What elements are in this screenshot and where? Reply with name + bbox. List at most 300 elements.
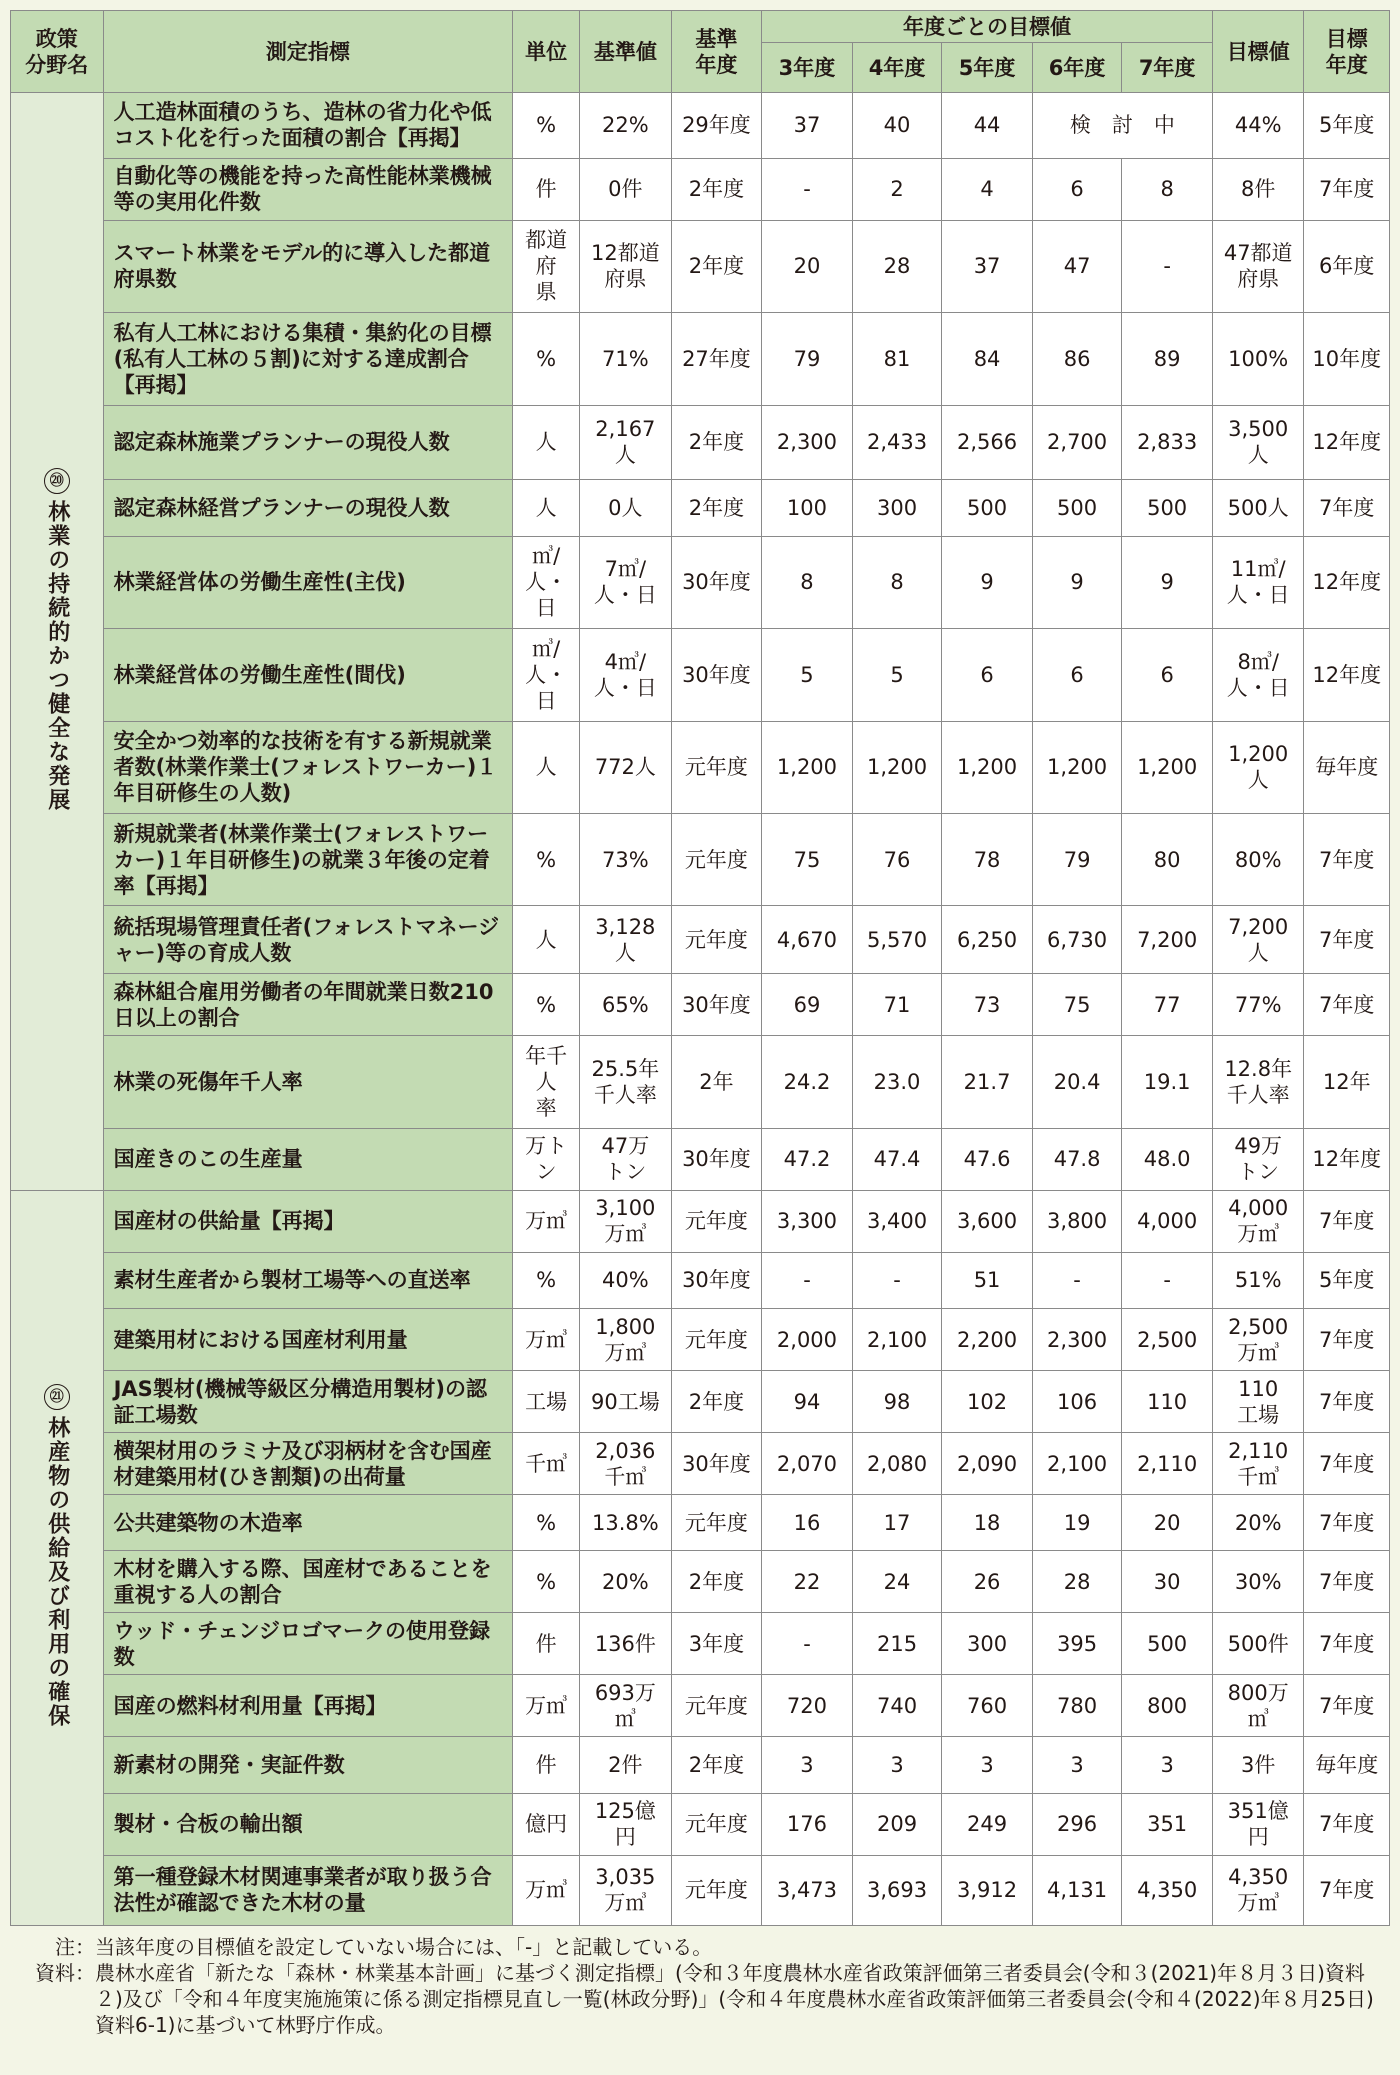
target-year-7-cell: 4,000	[1122, 1190, 1213, 1252]
table-row	[11, 814, 1390, 906]
target-year-cell: 7年度	[1304, 158, 1390, 220]
base-value-cell: 693万 ㎥	[580, 1675, 672, 1737]
header-base-value: 基準値	[580, 11, 672, 93]
target-year-5-cell: 78	[942, 814, 1033, 906]
target-year-4-cell: 1,200	[852, 721, 942, 813]
target-year-4-cell: 40	[852, 93, 942, 159]
base-year-cell: 2年	[671, 1036, 762, 1128]
target-year-4-cell: 740	[852, 1675, 942, 1737]
target-year-3-cell: 16	[762, 1495, 853, 1551]
target-year-7-cell: 8	[1122, 158, 1213, 220]
unit-cell: 億円	[513, 1793, 580, 1855]
target-year-4-cell: 28	[852, 220, 942, 312]
base-value-cell: 40%	[580, 1252, 672, 1308]
target-year-7-cell: 6	[1122, 629, 1213, 721]
target-year-cell: 7年度	[1304, 1309, 1390, 1371]
base-value-cell: 2,036 千㎥	[580, 1433, 672, 1495]
target-year-3-cell: 8	[762, 536, 853, 628]
base-year-cell: 30年度	[671, 629, 762, 721]
unit-cell: %	[513, 814, 580, 906]
section-name: 林業の持続的かつ健全な発展	[44, 499, 70, 812]
unit-cell: 人	[513, 906, 580, 974]
note-text: 当該年度の目標値を設定していない場合には、「-」と記載している。	[95, 1935, 713, 1959]
target-year-6-cell: 296	[1032, 1793, 1122, 1855]
target-year-6-cell: -	[1032, 1252, 1122, 1308]
base-value-cell: 73%	[580, 814, 672, 906]
target-year-5-cell: 21.7	[942, 1036, 1033, 1128]
base-value-cell: 25.5年 千人率	[580, 1036, 672, 1128]
target-year-7-cell: 9	[1122, 536, 1213, 628]
unit-cell: 年千人 率	[513, 1036, 580, 1128]
target-year-6-cell: 3,800	[1032, 1190, 1122, 1252]
target-year-3-cell: 3	[762, 1737, 853, 1793]
base-year-cell: 2年度	[671, 1737, 762, 1793]
indicator-name: スマート林業をモデル的に導入した都道府県数	[103, 220, 513, 312]
base-value-cell: 20%	[580, 1551, 672, 1613]
target-year-4-cell: 71	[852, 974, 942, 1036]
indicator-name: 林業の死傷年千人率	[103, 1036, 513, 1128]
target-year-4-cell: 215	[852, 1613, 942, 1675]
base-year-cell: 3年度	[671, 1613, 762, 1675]
unit-cell: 万㎥	[513, 1190, 580, 1252]
target-year-7-cell: 7,200	[1122, 906, 1213, 974]
target-year-3-cell: -	[762, 1613, 853, 1675]
base-year-cell: 元年度	[671, 906, 762, 974]
target-year-7-cell: 19.1	[1122, 1036, 1213, 1128]
base-year-cell: 元年度	[671, 1793, 762, 1855]
unit-cell: %	[513, 974, 580, 1036]
base-value-cell: 2,167 人	[580, 405, 672, 480]
note-label: 注：	[55, 1935, 95, 1959]
indicator-name: 統括現場管理責任者(フォレストマネージャー)等の育成人数	[103, 906, 513, 974]
target-year-7-cell: 20	[1122, 1495, 1213, 1551]
target-year-6-cell: 395	[1032, 1613, 1122, 1675]
target-year-6-cell: 47.8	[1032, 1128, 1122, 1190]
target-year-7-cell: 2,500	[1122, 1309, 1213, 1371]
target-year-5-cell: 500	[942, 480, 1033, 536]
target-year-5-cell: 9	[942, 536, 1033, 628]
target-value-cell: 51%	[1212, 1252, 1304, 1308]
target-year-4-cell: 2	[852, 158, 942, 220]
target-year-6-cell: 6,730	[1032, 906, 1122, 974]
table-row	[11, 1371, 1390, 1433]
target-value-cell: 8件	[1212, 158, 1304, 220]
target-year-3-cell: 3,300	[762, 1190, 853, 1252]
target-value-cell: 100%	[1212, 313, 1304, 405]
under-review-cell: 検 討 中	[1032, 93, 1212, 159]
unit-cell: 千㎥	[513, 1433, 580, 1495]
target-year-cell: 10年度	[1304, 313, 1390, 405]
indicator-name: 国産材の供給量【再掲】	[103, 1190, 513, 1252]
base-value-cell: 7㎥/ 人・日	[580, 536, 672, 628]
target-year-4-cell: 3,693	[852, 1855, 942, 1925]
target-year-4-cell: 17	[852, 1495, 942, 1551]
target-year-4-cell: 5,570	[852, 906, 942, 974]
table-row	[11, 480, 1390, 536]
target-year-3-cell: 4,670	[762, 906, 853, 974]
base-value-cell: 0件	[580, 158, 672, 220]
indicator-name: 建築用材における国産材利用量	[103, 1309, 513, 1371]
target-year-5-cell: 760	[942, 1675, 1033, 1737]
table-row	[11, 93, 1390, 159]
target-year-7-cell: 500	[1122, 480, 1213, 536]
target-year-5-cell: 1,200	[942, 721, 1033, 813]
target-year-7-cell: 2,833	[1122, 405, 1213, 480]
table-row	[11, 1433, 1390, 1495]
target-year-5-cell: 2,200	[942, 1309, 1033, 1371]
base-year-cell: 2年度	[671, 405, 762, 480]
target-year-5-cell: 3	[942, 1737, 1033, 1793]
policy-field-20	[11, 93, 104, 1191]
base-value-cell: 3,100 万㎥	[580, 1190, 672, 1252]
indicator-name: 森林組合雇用労働者の年間就業日数210日以上の割合	[103, 974, 513, 1036]
target-year-4-cell: 47.4	[852, 1128, 942, 1190]
target-year-3-cell: 176	[762, 1793, 853, 1855]
table-row	[11, 158, 1390, 220]
unit-cell: %	[513, 1551, 580, 1613]
table-row	[11, 1190, 1390, 1252]
table-row	[11, 1855, 1390, 1925]
unit-cell: ㎥/ 人・日	[513, 629, 580, 721]
indicator-name: 認定森林施業プランナーの現役人数	[103, 405, 513, 480]
header-target: 目標値	[1212, 11, 1304, 93]
indicator-name: 木材を購入する際、国産材であることを重視する人の割合	[103, 1551, 513, 1613]
target-year-cell: 12年度	[1304, 1128, 1390, 1190]
target-year-4-cell: 2,100	[852, 1309, 942, 1371]
target-year-cell: 7年度	[1304, 1495, 1390, 1551]
target-year-3-cell: 2,070	[762, 1433, 853, 1495]
target-year-4-cell: 3,400	[852, 1190, 942, 1252]
table-row	[11, 974, 1390, 1036]
base-value-cell: 22%	[580, 93, 672, 159]
target-year-cell: 7年度	[1304, 1675, 1390, 1737]
target-year-3-cell: 37	[762, 93, 853, 159]
table-row	[11, 1737, 1390, 1793]
target-value-cell: 47都道 府県	[1212, 220, 1304, 312]
target-year-3-cell: 5	[762, 629, 853, 721]
unit-cell: 万㎥	[513, 1855, 580, 1925]
target-year-3-cell: 720	[762, 1675, 853, 1737]
target-value-cell: 8㎥/ 人・日	[1212, 629, 1304, 721]
target-year-6-cell: 1,200	[1032, 721, 1122, 813]
base-year-cell: 元年度	[671, 1855, 762, 1925]
indicator-name: 私有人工林における集積・集約化の目標(私有人工林の５割)に対する達成割合【再掲】	[103, 313, 513, 405]
table-row	[11, 405, 1390, 480]
target-year-6-cell: 47	[1032, 220, 1122, 312]
target-value-cell: 500件	[1212, 1613, 1304, 1675]
unit-cell: 万トン	[513, 1128, 580, 1190]
header-year-4: 4年度	[852, 43, 942, 93]
target-year-4-cell: 3	[852, 1737, 942, 1793]
policy-field-21	[11, 1190, 104, 1925]
target-year-5-cell: 300	[942, 1613, 1033, 1675]
section-name: 林産物の供給及び利用の確保	[44, 1416, 70, 1729]
target-year-6-cell: 79	[1032, 814, 1122, 906]
base-year-cell: 元年度	[671, 1190, 762, 1252]
header-indicator: 測定指標	[103, 11, 513, 93]
target-year-6-cell: 2,700	[1032, 405, 1122, 480]
section-number: ㉑	[44, 1384, 70, 1410]
indicator-name: 横架材用のラミナ及び羽柄材を含む国産材建築用材(ひき割類)の出荷量	[103, 1433, 513, 1495]
unit-cell: 万㎥	[513, 1309, 580, 1371]
note-row	[20, 1934, 1385, 1960]
table-row	[11, 1613, 1390, 1675]
unit-cell: 工場	[513, 1371, 580, 1433]
target-year-3-cell: 22	[762, 1551, 853, 1613]
target-value-cell: 351億 円	[1212, 1793, 1304, 1855]
target-year-6-cell: 106	[1032, 1371, 1122, 1433]
indicator-name: 製材・合板の輸出額	[103, 1793, 513, 1855]
base-year-cell: 元年度	[671, 1495, 762, 1551]
indicator-name: 第一種登録木材関連事業者が取り扱う合法性が確認できた木材の量	[103, 1855, 513, 1925]
target-year-6-cell: 500	[1032, 480, 1122, 536]
header-year-6: 6年度	[1032, 43, 1122, 93]
target-year-3-cell: 2,300	[762, 405, 853, 480]
indicator-name: 認定森林経営プランナーの現役人数	[103, 480, 513, 536]
unit-cell: %	[513, 1252, 580, 1308]
header-field: 政策 分野名	[11, 11, 104, 93]
target-value-cell: 4,000 万㎥	[1212, 1190, 1304, 1252]
base-value-cell: 90工場	[580, 1371, 672, 1433]
target-year-6-cell: 9	[1032, 536, 1122, 628]
target-value-cell: 2,500 万㎥	[1212, 1309, 1304, 1371]
target-year-3-cell: 2,000	[762, 1309, 853, 1371]
target-year-3-cell: 47.2	[762, 1128, 853, 1190]
target-year-7-cell: 1,200	[1122, 721, 1213, 813]
target-year-7-cell: 77	[1122, 974, 1213, 1036]
target-value-cell: 4,350 万㎥	[1212, 1855, 1304, 1925]
target-value-cell: 11㎥/ 人・日	[1212, 536, 1304, 628]
target-year-5-cell: 37	[942, 220, 1033, 312]
target-year-cell: 7年度	[1304, 1551, 1390, 1613]
target-year-6-cell: 20.4	[1032, 1036, 1122, 1128]
base-year-cell: 30年度	[671, 1252, 762, 1308]
target-year-cell: 12年度	[1304, 405, 1390, 480]
table-body	[11, 93, 1390, 1926]
base-year-cell: 2年度	[671, 1551, 762, 1613]
target-year-3-cell: 94	[762, 1371, 853, 1433]
target-year-4-cell: 300	[852, 480, 942, 536]
target-year-7-cell: 500	[1122, 1613, 1213, 1675]
unit-cell: ㎥/ 人・日	[513, 536, 580, 628]
base-value-cell: 2件	[580, 1737, 672, 1793]
target-year-cell: 7年度	[1304, 906, 1390, 974]
table-row	[11, 906, 1390, 974]
target-year-cell: 7年度	[1304, 1855, 1390, 1925]
target-year-7-cell: 48.0	[1122, 1128, 1213, 1190]
target-year-3-cell: 24.2	[762, 1036, 853, 1128]
table-row	[11, 1495, 1390, 1551]
target-value-cell: 20%	[1212, 1495, 1304, 1551]
target-year-cell: 7年度	[1304, 1613, 1390, 1675]
table-row	[11, 1551, 1390, 1613]
target-year-cell: 7年度	[1304, 1371, 1390, 1433]
target-year-4-cell: 8	[852, 536, 942, 628]
target-year-7-cell: -	[1122, 1252, 1213, 1308]
target-value-cell: 12.8年 千人率	[1212, 1036, 1304, 1128]
target-year-5-cell: 6,250	[942, 906, 1033, 974]
target-value-cell: 80%	[1212, 814, 1304, 906]
base-value-cell: 4㎥/ 人・日	[580, 629, 672, 721]
target-year-3-cell: 100	[762, 480, 853, 536]
base-year-cell: 30年度	[671, 974, 762, 1036]
target-year-4-cell: 81	[852, 313, 942, 405]
source-label: 資料：	[35, 1961, 95, 1985]
indicator-name: 自動化等の機能を持った高性能林業機械等の実用化件数	[103, 158, 513, 220]
base-year-cell: 2年度	[671, 480, 762, 536]
header-year-3: 3年度	[762, 43, 853, 93]
target-year-cell: 12年	[1304, 1036, 1390, 1128]
base-value-cell: 125億 円	[580, 1793, 672, 1855]
base-year-cell: 30年度	[671, 536, 762, 628]
unit-cell: 人	[513, 480, 580, 536]
target-year-3-cell: 3,473	[762, 1855, 853, 1925]
target-year-7-cell: 30	[1122, 1551, 1213, 1613]
target-value-cell: 30%	[1212, 1551, 1304, 1613]
target-year-cell: 5年度	[1304, 1252, 1390, 1308]
base-value-cell: 772人	[580, 721, 672, 813]
base-year-cell: 29年度	[671, 93, 762, 159]
target-year-cell: 12年度	[1304, 536, 1390, 628]
base-year-cell: 30年度	[671, 1128, 762, 1190]
header-unit: 単位	[513, 11, 580, 93]
target-year-cell: 12年度	[1304, 629, 1390, 721]
indicator-name: 安全かつ効率的な技術を有する新規就業者数(林業作業士(フォレストワーカー)１年目研修生の人数)	[103, 721, 513, 813]
base-year-cell: 元年度	[671, 721, 762, 813]
base-value-cell: 3,035 万㎥	[580, 1855, 672, 1925]
base-year-cell: 2年度	[671, 158, 762, 220]
unit-cell: 件	[513, 1613, 580, 1675]
target-value-cell: 800万 ㎥	[1212, 1675, 1304, 1737]
target-year-5-cell: 26	[942, 1551, 1033, 1613]
indicator-name: JAS製材(機械等級区分構造用製材)の認証工場数	[103, 1371, 513, 1433]
target-year-6-cell: 6	[1032, 629, 1122, 721]
target-year-4-cell: 5	[852, 629, 942, 721]
target-year-6-cell: 2,300	[1032, 1309, 1122, 1371]
target-year-5-cell: 249	[942, 1793, 1033, 1855]
target-year-4-cell: 76	[852, 814, 942, 906]
header-year-7: 7年度	[1122, 43, 1213, 93]
base-year-cell: 元年度	[671, 1675, 762, 1737]
indicator-name: 国産きのこの生産量	[103, 1128, 513, 1190]
target-year-6-cell: 2,100	[1032, 1433, 1122, 1495]
target-year-4-cell: 23.0	[852, 1036, 942, 1128]
indicator-name: 林業経営体の労働生産性(主伐)	[103, 536, 513, 628]
target-year-7-cell: 89	[1122, 313, 1213, 405]
target-value-cell: 3,500 人	[1212, 405, 1304, 480]
target-year-5-cell: 2,090	[942, 1433, 1033, 1495]
header-target-year: 目標 年度	[1304, 11, 1390, 93]
unit-cell: %	[513, 1495, 580, 1551]
unit-cell: 都道府 県	[513, 220, 580, 312]
base-year-cell: 元年度	[671, 1309, 762, 1371]
indicator-name: 林業経営体の労働生産性(間伐)	[103, 629, 513, 721]
target-value-cell: 77%	[1212, 974, 1304, 1036]
header-year-5: 5年度	[942, 43, 1033, 93]
indicator-name: 国産の燃料材利用量【再掲】	[103, 1675, 513, 1737]
target-year-7-cell: 351	[1122, 1793, 1213, 1855]
target-year-cell: 7年度	[1304, 1190, 1390, 1252]
table-row	[11, 1675, 1390, 1737]
target-year-7-cell: 4,350	[1122, 1855, 1213, 1925]
header-base-year: 基準 年度	[671, 11, 762, 93]
target-year-5-cell: 4	[942, 158, 1033, 220]
base-year-cell: 元年度	[671, 814, 762, 906]
base-value-cell: 71%	[580, 313, 672, 405]
table-row	[11, 220, 1390, 312]
target-year-cell: 7年度	[1304, 480, 1390, 536]
indicator-name: 素材生産者から製材工場等への直送率	[103, 1252, 513, 1308]
target-year-7-cell: -	[1122, 220, 1213, 312]
base-year-cell: 2年度	[671, 1371, 762, 1433]
measurement-indicators-table	[10, 10, 1390, 1926]
target-year-5-cell: 3,600	[942, 1190, 1033, 1252]
target-year-6-cell: 28	[1032, 1551, 1122, 1613]
target-year-3-cell: 79	[762, 313, 853, 405]
base-value-cell: 65%	[580, 974, 672, 1036]
target-year-5-cell: 6	[942, 629, 1033, 721]
target-year-7-cell: 2,110	[1122, 1433, 1213, 1495]
table-row	[11, 313, 1390, 405]
target-year-3-cell: -	[762, 1252, 853, 1308]
target-year-3-cell: -	[762, 158, 853, 220]
target-value-cell: 49万 トン	[1212, 1128, 1304, 1190]
target-year-5-cell: 18	[942, 1495, 1033, 1551]
target-year-cell: 6年度	[1304, 220, 1390, 312]
target-year-6-cell: 6	[1032, 158, 1122, 220]
target-year-5-cell: 2,566	[942, 405, 1033, 480]
target-year-3-cell: 75	[762, 814, 853, 906]
target-year-6-cell: 75	[1032, 974, 1122, 1036]
target-year-3-cell: 1,200	[762, 721, 853, 813]
target-year-5-cell: 84	[942, 313, 1033, 405]
target-year-cell: 5年度	[1304, 93, 1390, 159]
source-row	[20, 1960, 1385, 2038]
table-row	[11, 1128, 1390, 1190]
table-row	[11, 536, 1390, 628]
header-row-1	[11, 11, 1390, 43]
target-year-6-cell: 4,131	[1032, 1855, 1122, 1925]
target-year-5-cell: 102	[942, 1371, 1033, 1433]
base-value-cell: 1,800 万㎥	[580, 1309, 672, 1371]
target-value-cell: 7,200 人	[1212, 906, 1304, 974]
target-year-cell: 7年度	[1304, 1793, 1390, 1855]
unit-cell: 人	[513, 405, 580, 480]
target-year-7-cell: 800	[1122, 1675, 1213, 1737]
base-value-cell: 136件	[580, 1613, 672, 1675]
base-year-cell: 2年度	[671, 220, 762, 312]
target-value-cell: 2,110 千㎥	[1212, 1433, 1304, 1495]
target-year-5-cell: 51	[942, 1252, 1033, 1308]
target-year-5-cell: 47.6	[942, 1128, 1033, 1190]
base-value-cell: 13.8%	[580, 1495, 672, 1551]
target-year-cell: 毎年度	[1304, 721, 1390, 813]
footnotes	[20, 1934, 1385, 2038]
unit-cell: %	[513, 313, 580, 405]
target-year-4-cell: 2,080	[852, 1433, 942, 1495]
target-year-cell: 7年度	[1304, 974, 1390, 1036]
table-row	[11, 1309, 1390, 1371]
table-row	[11, 629, 1390, 721]
target-year-5-cell: 44	[942, 93, 1033, 159]
target-year-6-cell: 780	[1032, 1675, 1122, 1737]
table-row	[11, 1252, 1390, 1308]
indicator-name: 新素材の開発・実証件数	[103, 1737, 513, 1793]
table-row	[11, 721, 1390, 813]
target-value-cell: 110 工場	[1212, 1371, 1304, 1433]
base-year-cell: 27年度	[671, 313, 762, 405]
target-year-5-cell: 3,912	[942, 1855, 1033, 1925]
